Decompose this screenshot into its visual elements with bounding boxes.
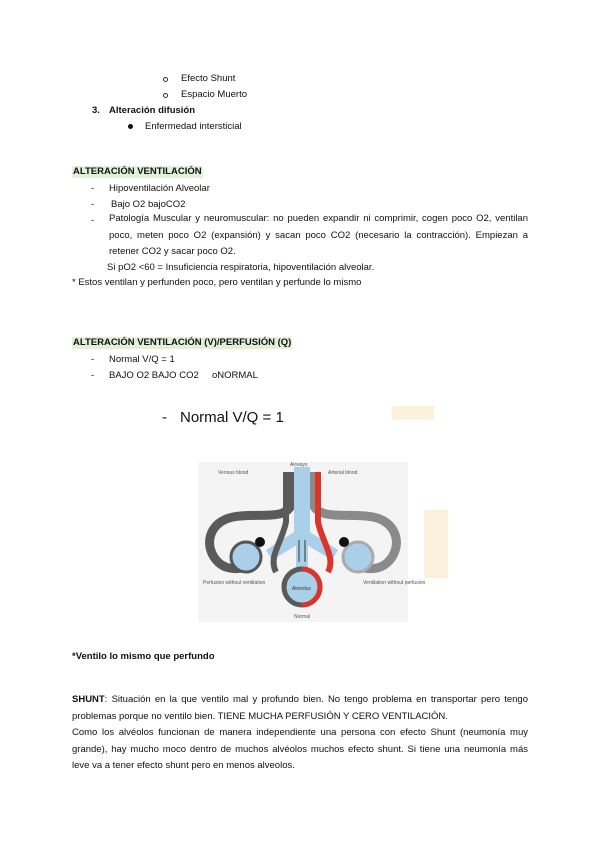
shunt-term: SHUNT xyxy=(72,694,105,705)
list-item-heading: Alteración difusión xyxy=(109,105,196,116)
big-label: Normal V/Q = 1 xyxy=(180,409,284,426)
blockage-dot xyxy=(255,537,265,547)
diagram-label-alveolus: Alveolus xyxy=(292,586,311,592)
list-item: BAJO O2 BAJO CO2 oNORMAL xyxy=(109,370,258,381)
decorative-block xyxy=(392,406,434,420)
list-number: 3. xyxy=(92,105,100,116)
dash: - xyxy=(91,215,95,226)
list-bullet xyxy=(128,124,133,129)
blockage-dot xyxy=(339,537,349,547)
vq-diagram xyxy=(198,462,426,622)
list-item: Efecto Shunt xyxy=(181,73,236,84)
shunt-paragraph-2: Como los alvéolos funcionan de manera independiente una persona con efecto Shunt (neumonía muy grande), hay mucho moco dentro de muchos alvéolos muchos efecto shunt. Si tiene una neumonía más leve va a tener efecto shunt pero en menos alveolos. xyxy=(72,727,528,771)
list-bullet xyxy=(163,93,168,98)
shunt-paragraph xyxy=(72,692,528,725)
diagram-label-normal: Normal xyxy=(294,614,311,620)
dash: - xyxy=(91,199,95,210)
note: * Estos ventilan y perfunden poco, pero ventilan y perfunde lo mismo xyxy=(72,277,362,288)
section-heading: ALTERACIÓN VENTILACIÓN (V)/PERFUSIÓN (Q) xyxy=(73,337,292,348)
decorative-block xyxy=(424,510,448,578)
list-bullet xyxy=(163,77,168,82)
diagram-label-airways: Airways xyxy=(290,462,308,468)
list-item-paragraph: Patología Muscular y neuromuscular: no pueden expandir ni comprimir, cogen poco O2, ventilan poco, meten poco O2 (expansión) y sacan poco CO2 (necesario la contracción). Empiezan a retener CO2 y sacar poco O2. xyxy=(109,213,528,257)
list-item: Normal V/Q = 1 xyxy=(109,354,175,365)
diagram-label-arterial: Arterial blood xyxy=(328,470,358,476)
section-heading: ALTERACIÓN VENTILACIÓN xyxy=(73,166,202,177)
dash: - xyxy=(91,354,95,365)
diagram-label-right: Ventilation without perfusion xyxy=(363,580,426,586)
note-indent: Si pO2 <60 = Insuficiencia respiratoria, hipoventilación alveolar. xyxy=(107,262,375,273)
list-item: Enfermedad intersticial xyxy=(145,121,242,132)
list-item: Hipoventilación Alveolar xyxy=(109,183,210,194)
note-bold: *Ventilo lo mismo que perfundo xyxy=(72,651,215,662)
shunt-text: : Situación en la que ventilo mal y profundo bien. No tengo problema en transportar pero tengo problemas porque no ventilo bien. TIENE MUCHA PERFUSIÓN Y CERO VENTILACIÓN. xyxy=(72,694,528,722)
dash: - xyxy=(162,409,167,426)
list-item: Bajo O2 bajoCO2 xyxy=(111,199,186,210)
dash: - xyxy=(91,183,95,194)
diagram-label-venous: Venous blood xyxy=(218,470,249,476)
dash: - xyxy=(91,370,95,381)
list-item: Espacio Muerto xyxy=(181,89,248,100)
diagram-label-left: Perfusion without ventilation xyxy=(203,580,266,586)
